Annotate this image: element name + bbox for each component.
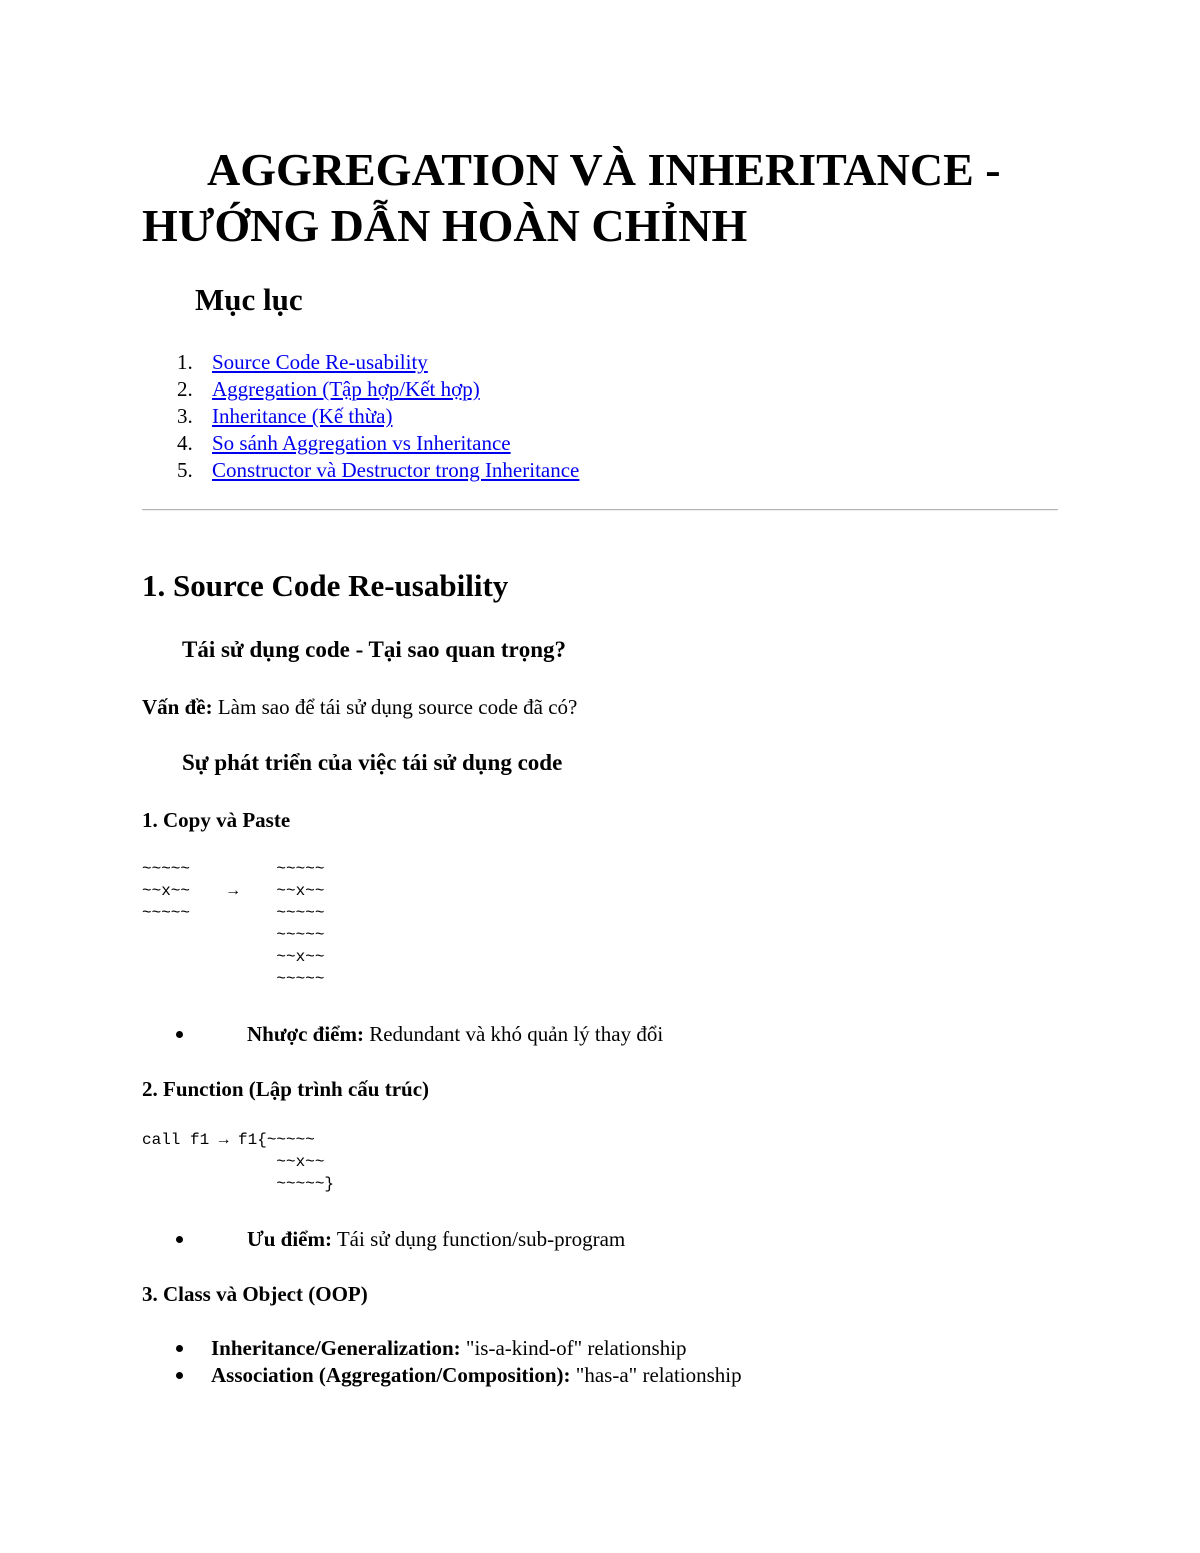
- step-3-bullet-text: "has-a" relationship: [570, 1363, 742, 1387]
- toc-link-source-code-reusability[interactable]: Source Code Re-usability: [212, 350, 428, 374]
- toc-item-number: 2.: [177, 377, 193, 401]
- step-1-heading: 1. Copy và Paste: [142, 808, 291, 832]
- problem-paragraph: [142, 693, 577, 721]
- step-2-bullet-label: Ưu điểm:: [247, 1227, 332, 1251]
- subheading-evolution: Sự phát triển của việc tái sử dụng code: [182, 750, 563, 775]
- toc-link-constructor-destructor[interactable]: Constructor và Destructor trong Inheritance: [212, 458, 580, 482]
- copy-paste-code-block: ~~~~~ ~~~~~ ~~x~~ → ~~x~~ ~~~~~ ~~~~~ ~~~~~ ~~x~~ ~~~~~: [142, 860, 325, 988]
- step-1-bullet-text: Redundant và khó quản lý thay đổi: [363, 1022, 664, 1046]
- step-2-bullet: [247, 1225, 625, 1253]
- toc-item-number: 4.: [177, 431, 193, 455]
- step-3-bullet-association: [211, 1361, 742, 1389]
- problem-text: Làm sao để tái sử dụng source code đã có?: [212, 695, 578, 719]
- toc-item-number: 1.: [177, 350, 193, 374]
- title-line-1: AGGREGATION VÀ INHERITANCE -: [207, 144, 1001, 195]
- step-1-bullet-label: Nhược điểm:: [247, 1022, 364, 1046]
- toc-heading: Mục lục: [195, 282, 303, 317]
- bullet-icon: [176, 1372, 183, 1379]
- toc-item-number: 5.: [177, 458, 193, 482]
- subheading-why-reuse: Tái sử dụng code - Tại sao quan trọng?: [182, 637, 567, 662]
- step-3-heading: 3. Class và Object (OOP): [142, 1282, 368, 1306]
- bullet-icon: [176, 1236, 183, 1243]
- function-code-block: call f1 → f1{~~~~~ ~~x~~ ~~~~~}: [142, 1131, 335, 1193]
- step-2-heading: 2. Function (Lập trình cấu trúc): [142, 1077, 430, 1101]
- toc-link-aggregation[interactable]: Aggregation (Tập hợp/Kết hợp): [212, 377, 480, 401]
- step-3-bullet-label: Inheritance/Generalization:: [211, 1336, 461, 1360]
- horizontal-divider: [142, 509, 1058, 511]
- toc-link-inheritance[interactable]: Inheritance (Kế thừa): [212, 404, 393, 428]
- toc-item-number: 3.: [177, 404, 193, 428]
- bullet-icon: [176, 1031, 183, 1038]
- problem-label: Vấn đề:: [142, 695, 213, 719]
- step-3-bullet-inheritance: [211, 1334, 687, 1362]
- title-line-2: HƯỚNG DẪN HOÀN CHỈNH: [142, 200, 748, 251]
- step-3-bullet-text: "is-a-kind-of" relationship: [460, 1336, 687, 1360]
- step-2-bullet-text: Tái sử dụng function/sub-program: [331, 1227, 626, 1251]
- step-1-bullet: [247, 1020, 663, 1048]
- bullet-icon: [176, 1345, 183, 1352]
- toc-link-comparison[interactable]: So sánh Aggregation vs Inheritance: [212, 431, 511, 455]
- step-3-bullet-label: Association (Aggregation/Composition):: [211, 1363, 571, 1387]
- section-1-heading: 1. Source Code Re-usability: [142, 568, 509, 603]
